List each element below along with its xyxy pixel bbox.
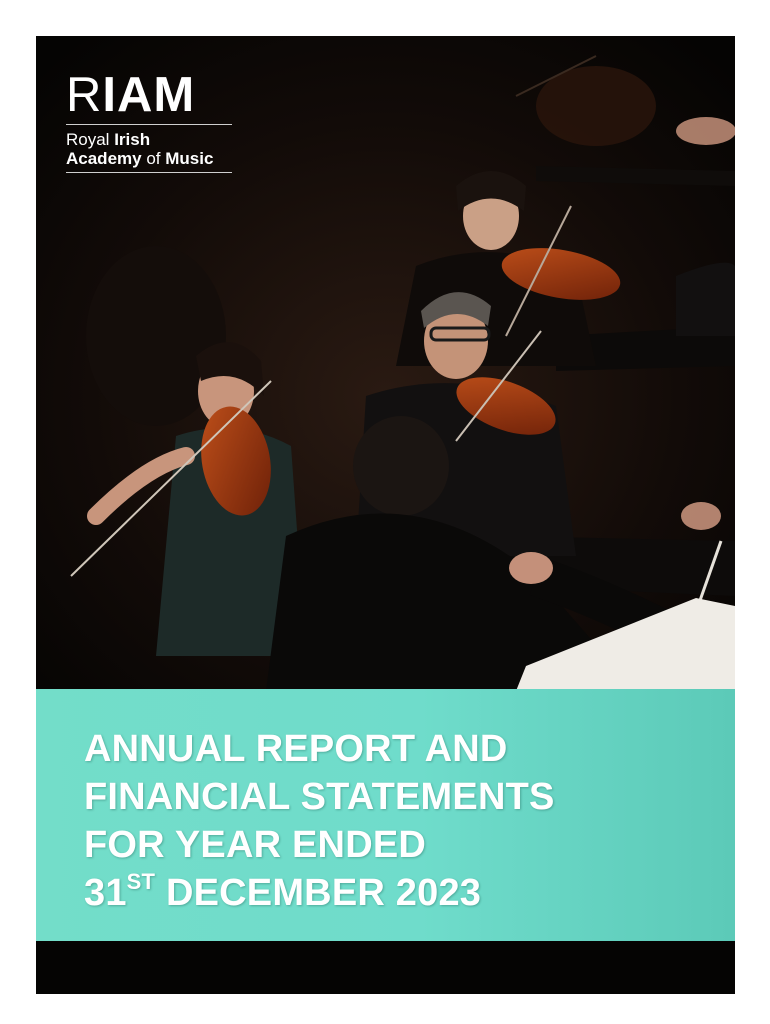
logo-royal: Royal xyxy=(66,130,110,149)
title-line-3: FOR YEAR ENDED xyxy=(84,824,427,866)
riam-logo xyxy=(66,68,232,173)
logo-irish: Irish xyxy=(114,130,151,149)
report-title xyxy=(84,725,555,917)
title-line-1: ANNUAL REPORT AND xyxy=(84,728,508,770)
report-cover xyxy=(36,36,735,994)
title-banner xyxy=(36,689,735,941)
title-ordinal-suffix: ST xyxy=(126,869,156,894)
title-line-2: FINANCIAL STATEMENTS xyxy=(84,776,555,818)
title-month-year: DECEMBER 2023 xyxy=(165,872,482,914)
logo-music: Music xyxy=(165,149,214,168)
title-line-4 xyxy=(84,869,555,917)
logo-letter-r: R xyxy=(66,68,103,122)
logo-academy: Academy xyxy=(66,149,142,168)
logo-letters-iam: IAM xyxy=(102,68,196,122)
logo-divider-bottom xyxy=(66,172,232,173)
bottom-strip xyxy=(36,941,735,994)
logo-line-2 xyxy=(66,149,232,168)
logo-of: of xyxy=(146,149,161,168)
logo-wordmark xyxy=(66,68,232,122)
title-day: 31 xyxy=(84,872,127,914)
logo-divider xyxy=(66,124,232,125)
logo-line-1 xyxy=(66,130,232,149)
